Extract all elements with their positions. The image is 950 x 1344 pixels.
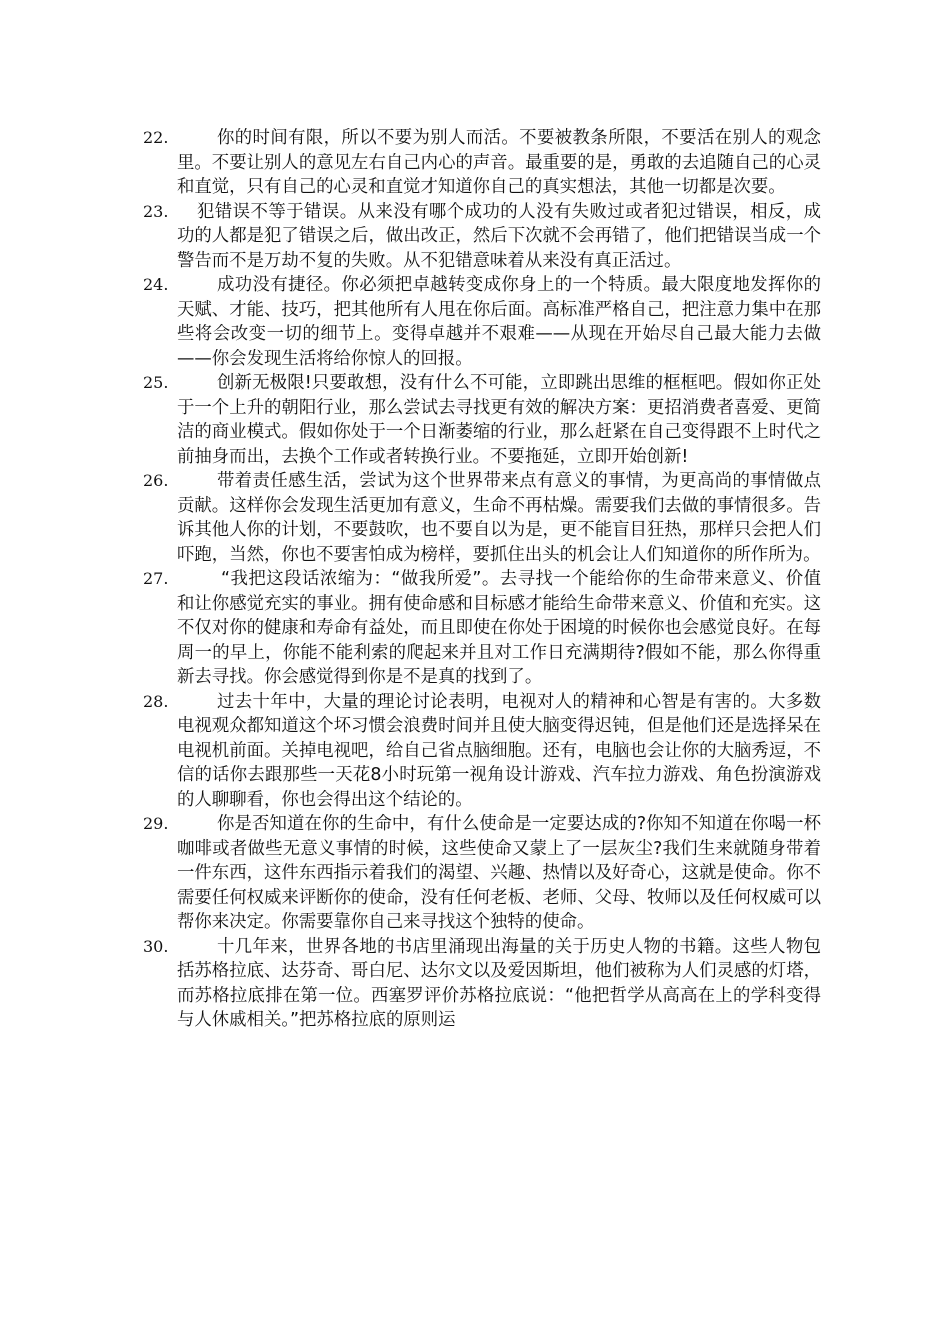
item-number: 25. [143,373,169,392]
item-number: 28. [143,691,169,711]
item-text: 成功没有捷径。你必须把卓越转变成你身上的一个特质。最大限度地发挥你的天赋、才能、技巧，把其他所有人甩在你后面。高标准严格自己，把注意力集中在那些将会改变一切的细节上。变得卓越并不艰难——从现在开始尽自己最大能力去做——你会发现生活将给你惊人的回报。 [177,275,821,369]
item-number: 29. [143,814,169,833]
list-item [143,935,821,1033]
item-number: 23. [143,201,169,221]
item-text: 你的时间有限，所以不要为别人而活。不要被教条所限，不要活在别人的观念里。不要让别人的意见左右自己内心的声音。最重要的是，勇敢的去追随自己的心灵和直觉，只有自己的心灵和直觉才知道你自己的真实想法，其他一切都是次要。 [177,128,821,197]
item-text: 你是否知道在你的生命中，有什么使命是一定要达成的?你知不知道在你喝一杯咖啡或者做些无意义事情的时候，这些使命又蒙上了一层灰尘?我们生来就随身带着一件东西，这件东西指示着我们的渴望、兴趣、热情以及好奇心，这就是使命。你不需要任何权威来评断你的使命，没有任何老板、老师、父母、牧师以及任何权威可以帮你来决定。你需要靠你自己来寻找这个独特的使命。 [177,814,821,932]
item-number: 24. [143,275,169,294]
item-number: 27. [143,569,169,588]
item-text: 带着责任感生活，尝试为这个世界带来点有意义的事情，为更高尚的事情做点贡献。这样你会发现生活更加有意义，生命不再枯燥。需要我们去做的事情很多。告诉其他人你的计划，不要鼓吹，也不要自以为是，更不能盲目狂热，那样只会把人们吓跑，当然，你也不要害怕成为榜样，要抓住出头的机会让人们知道你的所作所为。 [177,471,821,565]
list-item [143,200,821,274]
item-number: 30. [143,936,169,956]
list-item [143,690,821,813]
item-number: 22. [143,128,169,147]
list-item [143,469,821,567]
list-item [143,371,821,469]
item-number: 26. [143,471,169,490]
list-item [143,812,821,935]
list-item [143,567,821,690]
numbered-list [143,126,821,1033]
list-item [143,126,821,200]
list-item [143,273,821,371]
item-text: “我把这段话浓缩为：“做我所爱”。去寻找一个能给你的生命带来意义、价值和让你感觉充实的事业。拥有使命感和目标感才能给生命带来意义、价值和充实。这不仅对你的健康和寿命有益处，而且即使在你处于困境的时候你也会感觉良好。在每周一的早上，你能不能利索的爬起来并且对工作日充满期待?假如不能，那么你得重新去寻找。你会感觉得到你是不是真的找到了。 [177,569,821,687]
item-text: 过去十年中，大量的理论讨论表明，电视对人的精神和心智是有害的。大多数电视观众都知道这个坏习惯会浪费时间并且使大脑变得迟钝，但是他们还是选择呆在电视机前面。关掉电视吧，给自己省点脑细胞。还有，电脑也会让你的大脑秀逗，不信的话你去跟那些一天花8小时玩第一视角设计游戏、汽车拉力游戏、角色扮演游戏的人聊聊看，你也会得出这个结论的。 [177,691,821,810]
item-text: 十几年来，世界各地的书店里涌现出海量的关于历史人物的书籍。这些人物包括苏格拉底、达芬奇、哥白尼、达尔文以及爱因斯坦，他们被称为人们灵感的灯塔，而苏格拉底排在第一位。西塞罗评价苏格拉底说：“他把哲学从高高在上的学科变得与人休戚相关。”把苏格拉底的原则运 [177,936,821,1030]
item-text: 创新无极限!只要敢想，没有什么不可能，立即跳出思维的框框吧。假如你正处于一个上升的朝阳行业，那么尝试去寻找更有效的解决方案：更招消费者喜爱、更简洁的商业模式。假如你处于一个日渐萎缩的行业，那么赶紧在自己变得跟不上时代之前抽身而出，去换个工作或者转换行业。不要拖延，立即开始创新! [177,373,821,467]
item-text: 犯错误不等于错误。从来没有哪个成功的人没有失败过或者犯过错误，相反，成功的人都是犯了错误之后，做出改正，然后下次就不会再错了，他们把错误当成一个警告而不是万劫不复的失败。从不犯错意味着从来没有真正活过。 [177,201,821,271]
